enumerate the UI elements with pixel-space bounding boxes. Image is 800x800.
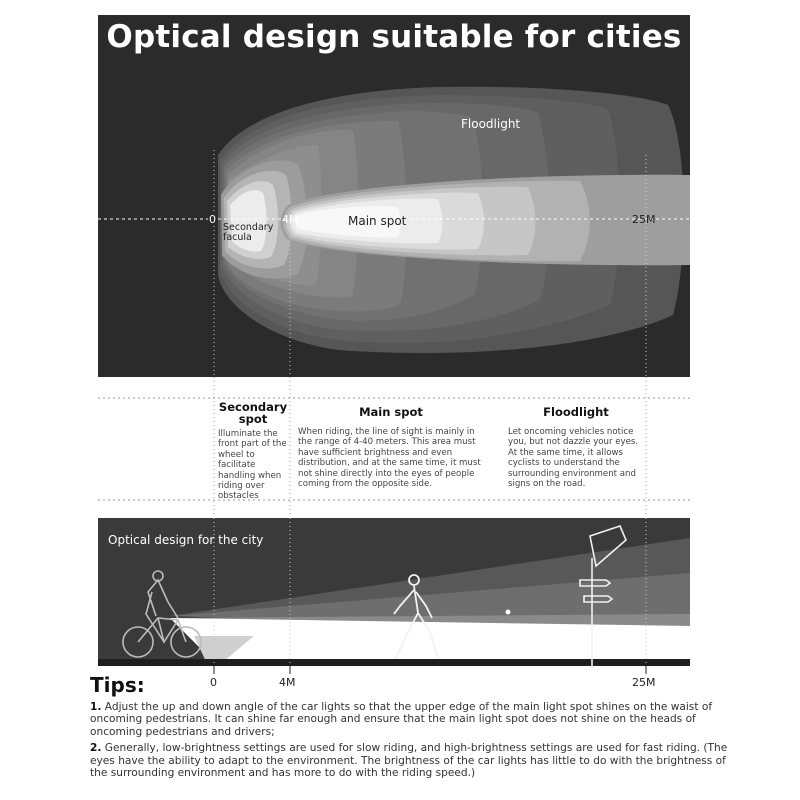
- tip-1-number: 1.: [90, 701, 102, 713]
- city-scene-panel: [98, 518, 690, 666]
- secondary-facula-label-line2: facula: [223, 232, 252, 243]
- beam-pattern-graphic: [98, 15, 690, 377]
- tip-1-text: Adjust the up and down angle of the car lights so that the upper edge of the main light spot shines on the waist of oncoming pedestrians. It can shine far enough and ensure that the main light spot does not shine on the heads of oncoming pedestrians and drivers;: [90, 701, 713, 738]
- tip-2-number: 2.: [90, 742, 102, 755]
- main-spot-label: Main spot: [348, 214, 407, 228]
- beam-diagram-panel: [98, 15, 690, 377]
- scale-mark-0: 0: [210, 676, 217, 689]
- tip-2: [90, 742, 730, 779]
- secondary-spot-text: Illuminate the front part of the wheel to facilitate handling when riding over obstacles: [218, 429, 287, 502]
- road-light-area: [170, 618, 690, 666]
- floodlight-text: Let oncoming vehicles notice you, but not dazzle your eyes. At the same time, it allows cyclists to understand the surrounding environment and signs on the road.: [508, 427, 639, 490]
- tips-title: Tips:: [90, 673, 145, 697]
- distance-mark-0: 0: [209, 213, 216, 226]
- scale-mark-25m: 25M: [632, 676, 656, 689]
- main-spot-heading: Main spot: [359, 405, 423, 419]
- city-scene-label: Optical design for the city: [108, 533, 264, 547]
- tip-1: [90, 701, 730, 738]
- distance-mark-4m: 4M: [282, 213, 299, 226]
- description-section: [0, 377, 800, 517]
- secondary-facula-label-line1: Secondary: [223, 222, 274, 233]
- tips-section: [90, 673, 730, 779]
- secondary-spot-heading: Secondary spot: [218, 400, 288, 426]
- floodlight-description: [508, 405, 644, 489]
- secondary-facula-label: [223, 223, 273, 243]
- scale-mark-4m: 4M: [279, 676, 296, 689]
- main-spot-description: [298, 405, 484, 489]
- main-spot-text: When riding, the line of sight is mainly in the range of 4-40 meters. This area must have sufficient brightness and even distribution, and at the same time, it must not shine directly into the eyes of people coming from the opposite side.: [298, 427, 481, 490]
- distant-light-dot: [506, 610, 511, 615]
- page-title: Optical design suitable for cities: [106, 19, 682, 55]
- distance-mark-25m: 25M: [632, 213, 656, 226]
- secondary-spot-description: [218, 401, 288, 502]
- floodlight-heading: Floodlight: [543, 405, 609, 419]
- floodlight-label: Floodlight: [461, 117, 521, 131]
- tip-2-text: Generally, low-brightness settings are used for slow riding, and high-brightness settings are used for fast riding. (The eyes have the ability to adapt to the environment. The brightness of the car lights has little to do with the brightness of the surrounding environment and has more to do with the riding speed.): [90, 742, 728, 780]
